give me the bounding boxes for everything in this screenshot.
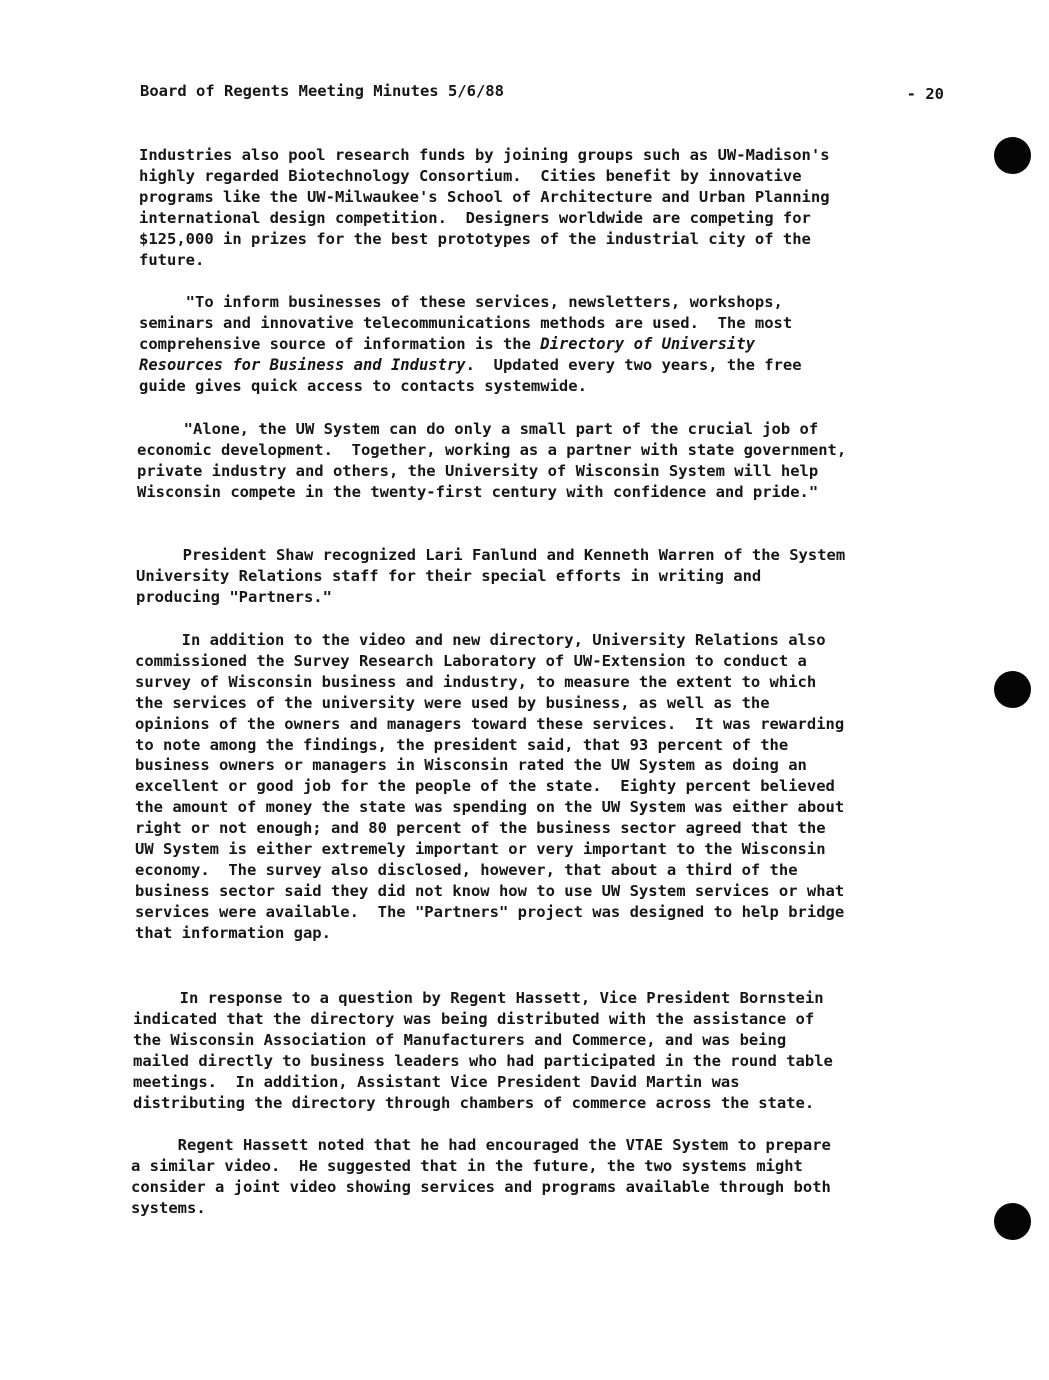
paragraph-industries [139, 145, 830, 270]
text-segment: . Updated every two years, the free [465, 355, 802, 374]
paragraph-regent-hassett-question [133, 988, 833, 1113]
text-line: seminars and innovative telecommunications methods are used. The most [139, 313, 793, 332]
text-line: $125,000 in prizes for the best prototypes of the industrial city of the [139, 229, 811, 248]
text-line: international design competition. Designers worldwide are competing for [139, 208, 811, 227]
text-line: the amount of money the state was spending on the UW System was either about [135, 798, 845, 817]
text-line: In response to a question by Regent Hassett, Vice President Bornstein [133, 989, 824, 1007]
text-segment: comprehensive source of information is the [139, 334, 541, 353]
text-line: UW System is either extremely important or very important to the Wisconsin [135, 840, 826, 859]
text-line: services were available. The "Partners" project was designed to help bridge [135, 902, 845, 921]
directory-title-italic: Resources for Business and Industry [139, 355, 466, 374]
text-line: a similar video. He suggested that in the future, the two systems might [131, 1156, 803, 1175]
directory-title-italic: Directory of University [540, 334, 755, 353]
text-line: guide gives quick access to contacts systemwide. [139, 376, 587, 395]
paragraph-inform-businesses [139, 292, 802, 397]
text-line: opinions of the owners and managers toward these services. It was rewarding [135, 714, 845, 733]
text-line: business sector said they did not know how to use UW System services or what [135, 881, 845, 900]
text-line: "Alone, the UW System can do only a small part of the crucial job of [137, 420, 819, 438]
text-line: systems. [131, 1198, 206, 1217]
text-line [139, 355, 802, 376]
text-line: that information gap. [135, 923, 331, 942]
text-line: "To inform businesses of these services, newsletters, workshops, [139, 293, 783, 311]
punch-hole-top [994, 137, 1031, 174]
text-line [139, 334, 802, 355]
text-line: private industry and others, the University of Wisconsin System will help [137, 461, 819, 480]
text-line: In addition to the video and new directory, University Relations also [135, 631, 826, 649]
paragraph-president-shaw [136, 545, 845, 608]
text-line: programs like the UW-Milwaukee's School of Architecture and Urban Planning [139, 187, 830, 206]
text-line: Industries also pool research funds by joining groups such as UW-Madison's [139, 146, 830, 164]
text-line: excellent or good job for the people of the state. Eighty percent believed [135, 777, 835, 796]
punch-hole-middle [994, 671, 1031, 708]
text-line: highly regarded Biotechnology Consortium. Cities benefit by innovative [139, 166, 802, 185]
page-header [140, 82, 950, 108]
text-line: commissioned the Survey Research Laboratory of UW-Extension to conduct a [135, 651, 807, 670]
text-line: indicated that the directory was being distributed with the assistance of [133, 1009, 815, 1028]
text-line: business owners or managers in Wisconsin rated the UW System as doing an [135, 756, 807, 775]
page-number: - 20 [906, 85, 944, 103]
text-line: to note among the findings, the president said, that 93 percent of the [135, 735, 789, 754]
text-line: the services of the university were used by business, as well as the [135, 693, 770, 712]
text-line: meetings. In addition, Assistant Vice President David Martin was [133, 1072, 740, 1091]
text-line: producing "Partners." [136, 587, 332, 606]
text-line: future. [139, 250, 205, 269]
text-line: University Relations staff for their special efforts in writing and [136, 566, 762, 585]
text-line: Wisconsin compete in the twenty-first century with confidence and pride." [137, 482, 819, 501]
paragraph-survey-research [135, 630, 844, 944]
text-line: consider a joint video showing services and programs available through both [131, 1177, 831, 1196]
text-line: right or not enough; and 80 percent of the business sector agreed that the [135, 819, 826, 838]
header-title: Board of Regents Meeting Minutes 5/6/88 [140, 82, 504, 100]
text-line: President Shaw recognized Lari Fanlund and Kenneth Warren of the System [136, 546, 846, 564]
text-line: economy. The survey also disclosed, however, that about a third of the [135, 860, 798, 879]
punch-hole-bottom [994, 1203, 1031, 1240]
text-line: economic development. Together, working as a partner with state government, [137, 440, 847, 459]
text-line: survey of Wisconsin business and industry, to measure the extent to which [135, 672, 817, 691]
text-line: Regent Hassett noted that he had encouraged the VTAE System to prepare [131, 1136, 831, 1154]
text-line: the Wisconsin Association of Manufacturers and Commerce, and was being [133, 1030, 787, 1049]
paragraph-alone-uw-system [137, 419, 846, 503]
paragraph-vtae-video [131, 1135, 831, 1219]
text-line: mailed directly to business leaders who had participated in the round table [133, 1051, 833, 1070]
text-line: distributing the directory through chambers of commerce across the state. [133, 1093, 815, 1112]
